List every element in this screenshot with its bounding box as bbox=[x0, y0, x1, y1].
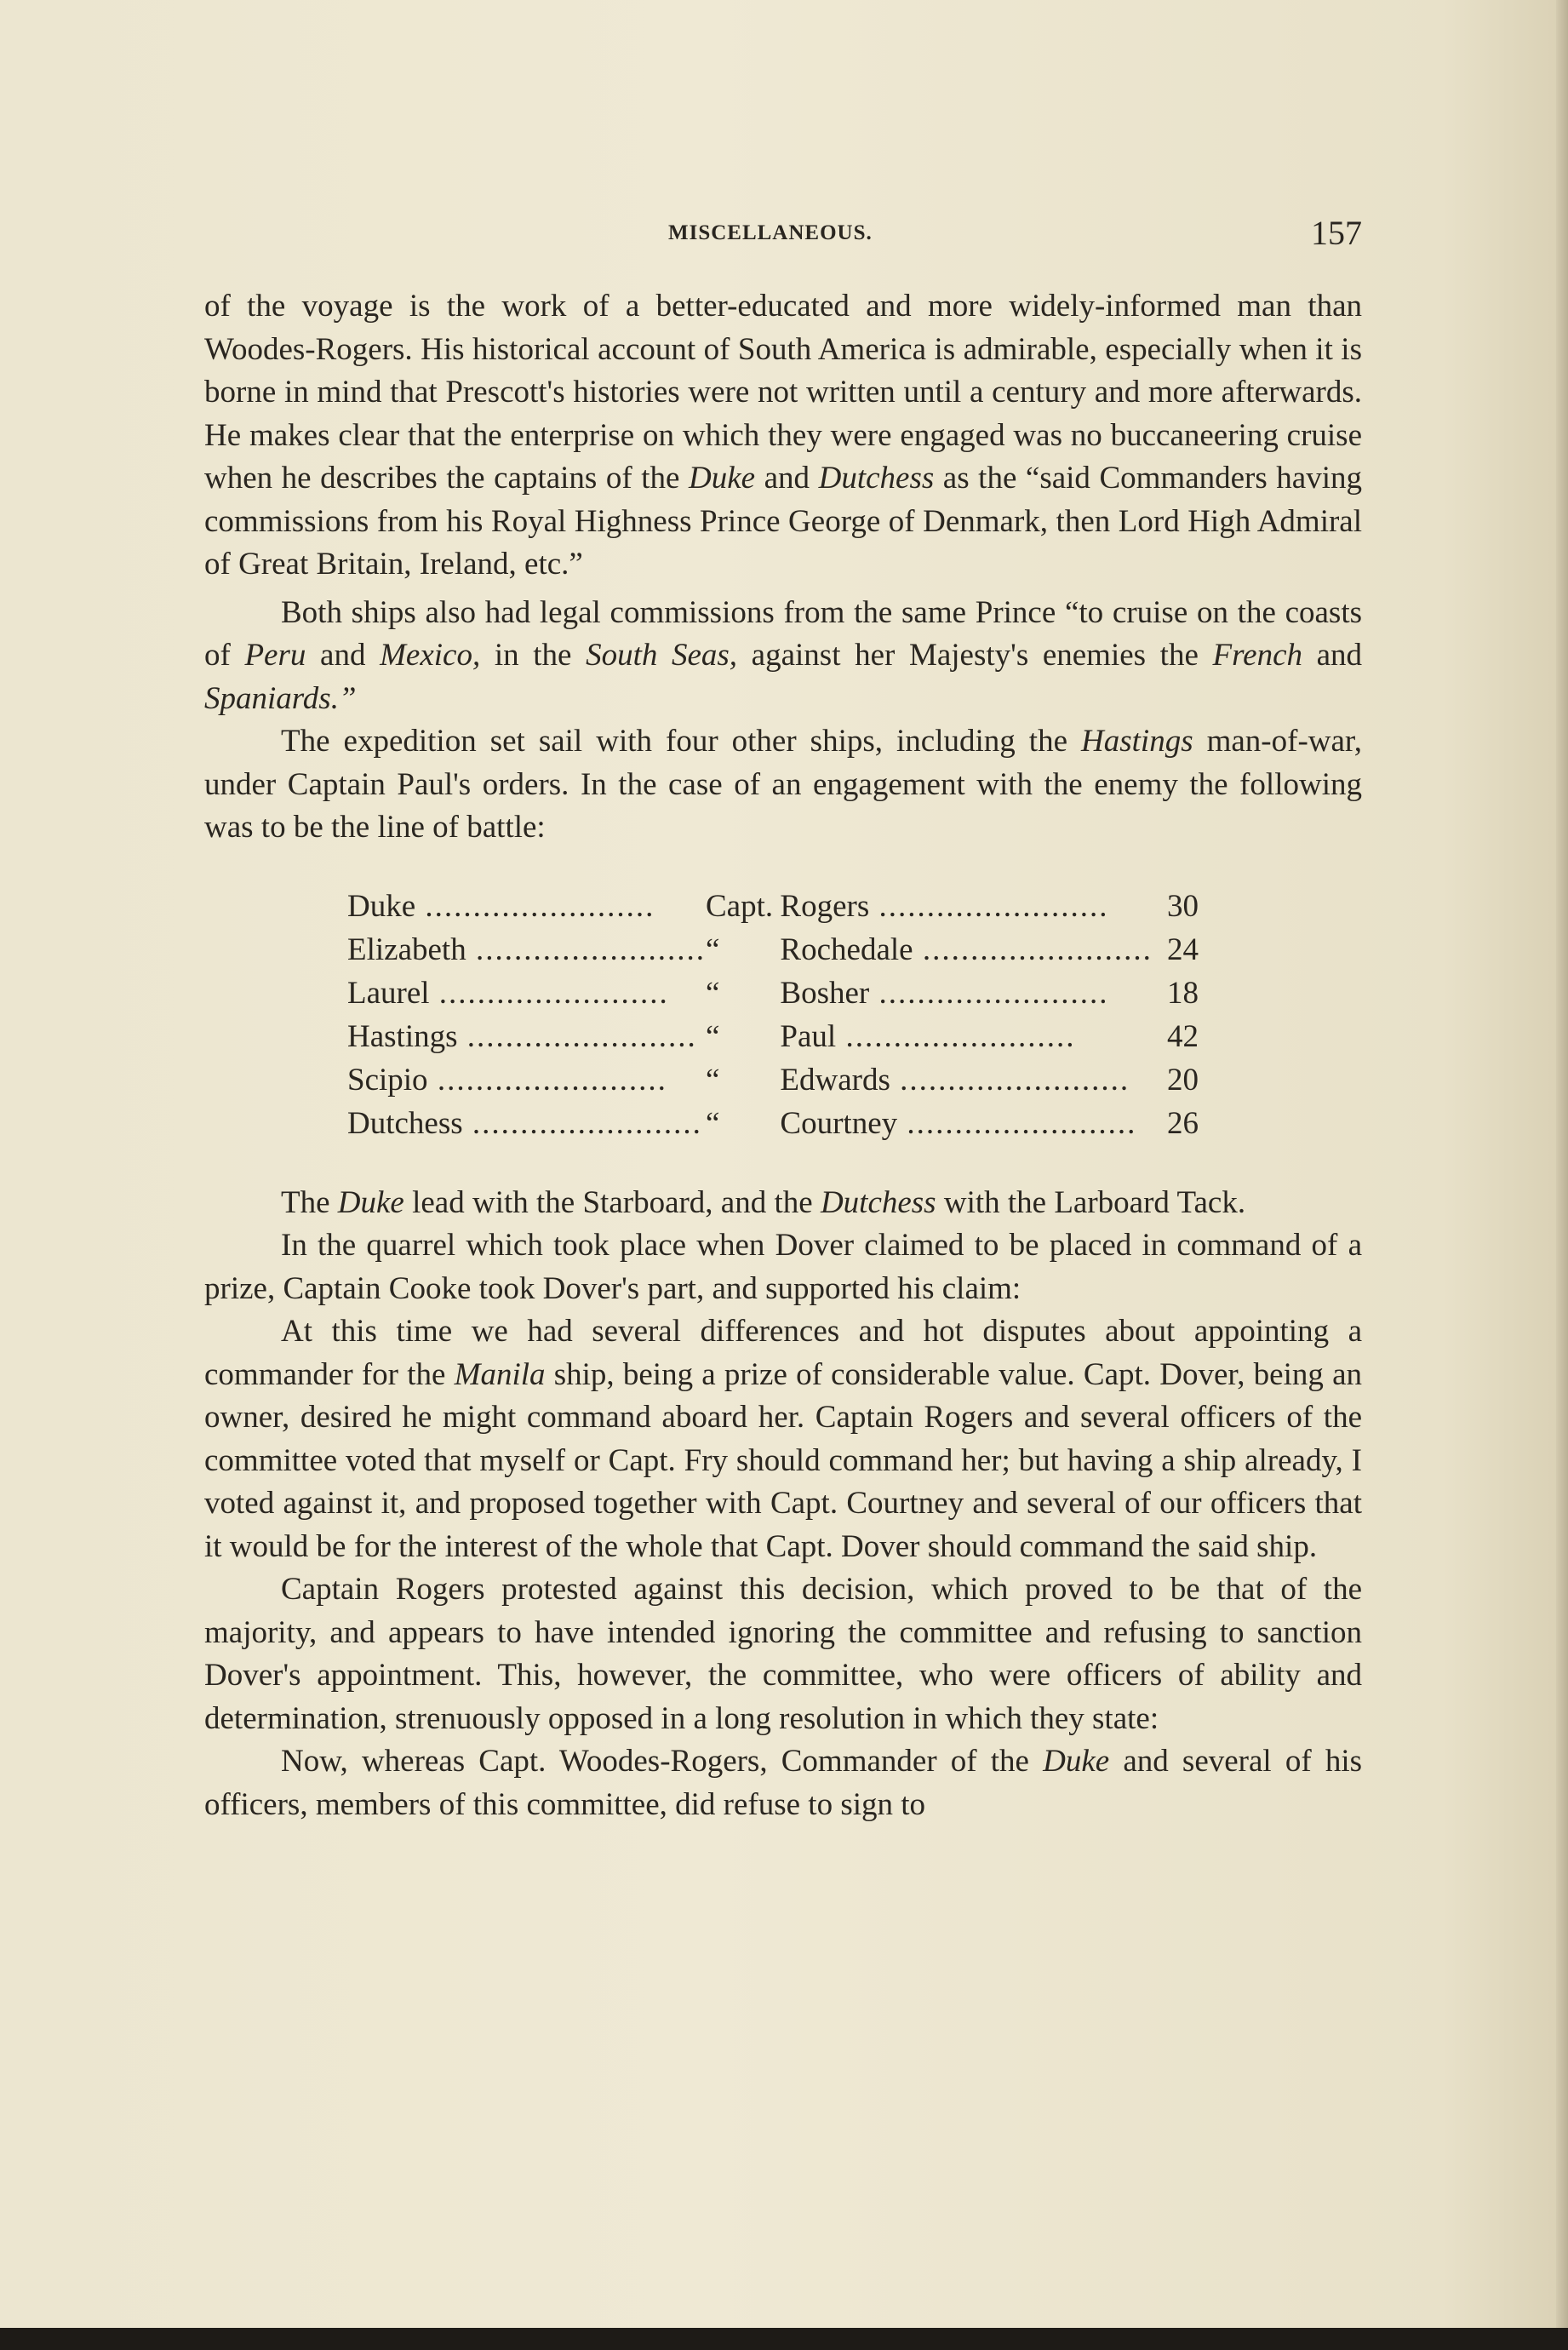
text-run: In the quarrel which took place when Dover claimed to be placed in command of a prize, Captain Cooke took Dover's part, and supported his claim: bbox=[204, 1228, 1362, 1306]
page-number: 157 bbox=[1311, 214, 1362, 252]
table-row bbox=[347, 1103, 1199, 1146]
ship-cell bbox=[347, 886, 706, 929]
title-cell-text: “ bbox=[705, 1062, 720, 1098]
place-name: Mexico, bbox=[380, 638, 481, 673]
guns-cell bbox=[1153, 1059, 1199, 1103]
captain-cell bbox=[780, 1103, 1152, 1146]
text-run: At this time we had several differences and hot disputes about appointing a commander for the bbox=[204, 1314, 1362, 1392]
title-cell bbox=[706, 929, 780, 972]
paragraph bbox=[204, 1224, 1362, 1310]
text-run: ship, being a prize of considerable value. Capt. Dover, being an owner, desired he might command aboard her. Captain Rogers and several officers of the committee voted that myself or Capt. Fry should command her; but having a ship already, I voted against it, and proposed together with Capt. Courtney and several of our officers that it would be for the interest of the whole that Capt. Dover should command the said ship. bbox=[204, 1356, 1363, 1564]
ship-cell-text: Dutchess bbox=[347, 1105, 463, 1141]
captain-cell-text: Paul bbox=[780, 1018, 837, 1054]
text-run: in the bbox=[494, 638, 572, 673]
quoted-paragraph bbox=[204, 1310, 1362, 1568]
title-cell bbox=[706, 886, 780, 929]
ship-cell bbox=[347, 929, 706, 972]
table-row bbox=[347, 972, 1199, 1016]
guns-cell-text: 26 bbox=[1167, 1105, 1199, 1141]
ship-cell-text: Hastings bbox=[347, 1018, 458, 1054]
captain-cell-text: Rochedale bbox=[780, 931, 913, 967]
title-cell bbox=[706, 972, 780, 1016]
guns-cell bbox=[1153, 929, 1199, 972]
guns-cell-text: 20 bbox=[1167, 1062, 1199, 1098]
captain-cell bbox=[780, 972, 1152, 1016]
title-cell bbox=[706, 1103, 780, 1146]
guns-cell bbox=[1153, 972, 1199, 1016]
table-body bbox=[347, 886, 1199, 1146]
text-run: lead with the Starboard, and the bbox=[412, 1184, 813, 1220]
captain-cell bbox=[780, 1016, 1152, 1059]
page-edge-right bbox=[1556, 0, 1568, 2350]
guns-cell-text: 30 bbox=[1167, 888, 1199, 924]
guns-cell bbox=[1153, 1103, 1199, 1146]
text-run: and bbox=[1316, 638, 1363, 673]
text-run: against her Majesty's enemies the bbox=[751, 638, 1199, 673]
guns-cell-text: 24 bbox=[1167, 931, 1199, 967]
title-cell bbox=[706, 1059, 780, 1103]
ship-name: Duke bbox=[1043, 1744, 1110, 1779]
nation-name: French bbox=[1212, 638, 1302, 673]
text-run: as the “said Commanders having commissions from his Royal Highness Prince George of Denmark, then Lord High Admiral of Great Britain, Ireland, etc.” bbox=[204, 461, 1363, 582]
ship-cell-text: Scipio bbox=[347, 1062, 428, 1098]
title-cell-text: “ bbox=[705, 931, 720, 967]
ship-cell-text: Elizabeth bbox=[347, 931, 466, 967]
ship-cell-text: Duke bbox=[347, 888, 416, 924]
captain-cell-text: Bosher bbox=[780, 975, 870, 1011]
text-run: and bbox=[764, 461, 810, 496]
captain-cell-text: Courtney bbox=[780, 1105, 898, 1141]
text-run: Both ships also had legal commissions from the same Prince “to cruise on the coasts of bbox=[204, 594, 1362, 673]
title-cell-text: “ bbox=[705, 975, 720, 1011]
guns-cell-text: 42 bbox=[1167, 1018, 1199, 1054]
body-text bbox=[204, 285, 1362, 1826]
guns-cell bbox=[1153, 886, 1199, 929]
paragraph bbox=[204, 720, 1362, 850]
table-row bbox=[347, 929, 1199, 972]
ship-name: Dutchess bbox=[818, 461, 935, 496]
page-header bbox=[204, 213, 1362, 264]
paragraph bbox=[204, 285, 1362, 587]
running-head: MISCELLANEOUS. bbox=[668, 221, 873, 244]
table-row bbox=[347, 886, 1199, 929]
table-row bbox=[347, 1059, 1199, 1103]
guns-cell bbox=[1153, 1016, 1199, 1059]
ship-name: Manila bbox=[454, 1356, 546, 1392]
guns-cell-text: 18 bbox=[1167, 975, 1199, 1011]
captain-cell bbox=[780, 1059, 1152, 1103]
captain-cell-text: Edwards bbox=[780, 1062, 890, 1098]
text-run: man-of-war, under Captain Paul's orders. In the case of an engagement with the enemy the following was to be the line of battle: bbox=[204, 724, 1363, 845]
ship-cell bbox=[347, 1059, 706, 1103]
text-run: and bbox=[320, 638, 366, 673]
text-run: with the Larboard Tack. bbox=[943, 1184, 1246, 1220]
ship-cell bbox=[347, 1103, 706, 1146]
page-edge-bottom bbox=[0, 2328, 1568, 2350]
title-cell-text: “ bbox=[705, 1105, 720, 1141]
paragraph bbox=[204, 1568, 1362, 1740]
table-row bbox=[347, 1016, 1199, 1059]
ship-name: Duke bbox=[337, 1184, 404, 1220]
quoted-paragraph bbox=[204, 1740, 1362, 1826]
text-run: The expedition set sail with four other ships, including the bbox=[281, 724, 1067, 759]
text-run: of the voyage is the work of a better-educated and more widely-informed man than Woodes-Rogers. His historical account of South America is admirable, especially when it is borne in mind that Prescott's histories were not written until a century and more afterwards. He makes clear that the enterprise on which they were engaged was no buccaneering cruise when he describes the captains of the bbox=[204, 289, 1362, 496]
line-of-battle-table bbox=[347, 886, 1199, 1146]
captain-cell bbox=[780, 929, 1152, 972]
place-name: Peru bbox=[244, 638, 306, 673]
ship-name: Hastings bbox=[1081, 724, 1193, 759]
ship-name: Dutchess bbox=[820, 1184, 936, 1220]
title-cell-text: “ bbox=[705, 1018, 720, 1054]
ship-name: Duke bbox=[688, 461, 756, 496]
text-run: Now, whereas Capt. Woodes-Rogers, Commander of the bbox=[281, 1744, 1029, 1779]
title-cell-text: Capt. bbox=[705, 888, 774, 924]
text-run: and several of his officers, members of this committee, did refuse to sign to bbox=[204, 1744, 1363, 1822]
ship-cell bbox=[347, 1016, 706, 1059]
nation-name: Spaniards.” bbox=[204, 680, 357, 716]
text-run: The bbox=[281, 1184, 330, 1220]
title-cell bbox=[706, 1016, 780, 1059]
ship-cell bbox=[347, 972, 706, 1016]
ship-cell-text: Laurel bbox=[347, 975, 430, 1011]
captain-cell bbox=[780, 886, 1152, 929]
place-name: South Seas, bbox=[586, 638, 738, 673]
paragraph bbox=[204, 592, 1362, 721]
paragraph bbox=[204, 1182, 1362, 1225]
captain-cell-text: Rogers bbox=[780, 888, 870, 924]
text-run: Captain Rogers protested against this decision, which proved to be that of the majority, and appears to have intended ignoring the committee and refusing to sanction Dover's appointment. This, however, the committee, who were officers of ability and determination, strenuously opposed in a long resolution in which they state: bbox=[204, 1572, 1362, 1736]
